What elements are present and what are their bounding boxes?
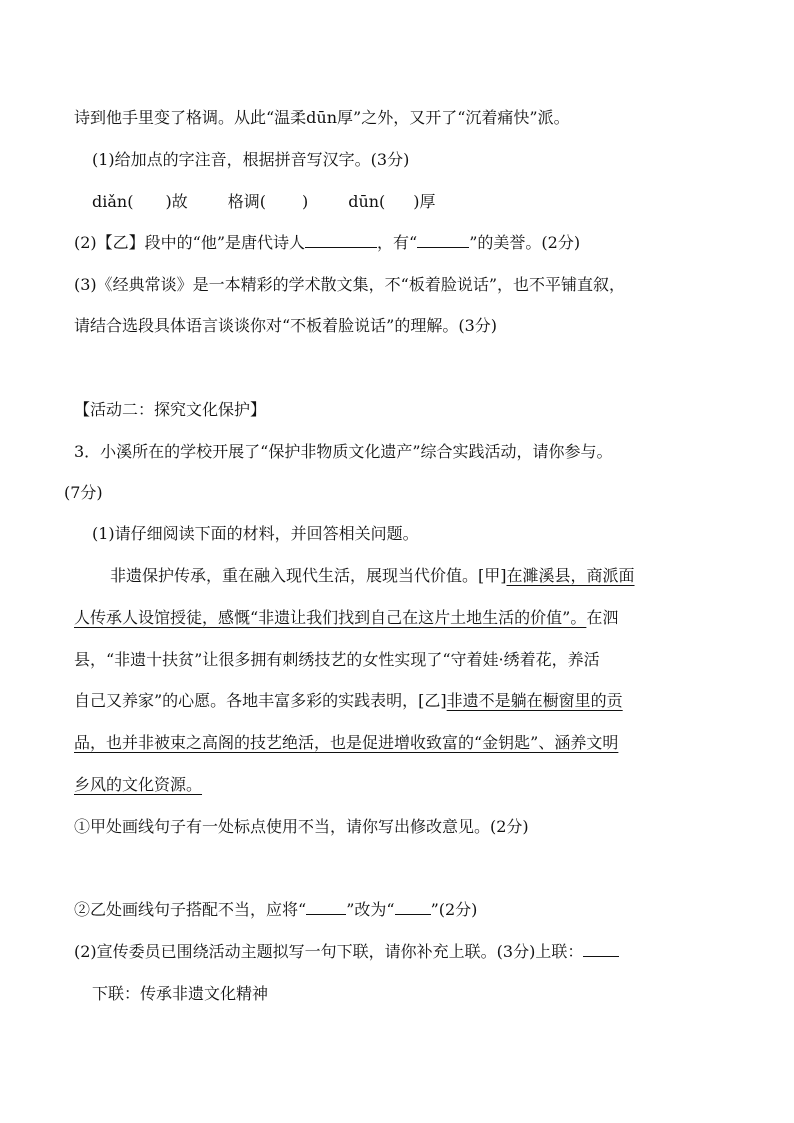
material-line-4: 自己又养家”的心愿。各地丰富多彩的实践表明，[乙]非遗不是躺在橱窗里的贡 [74,691,623,710]
text-paren: ) [301,192,309,211]
lower-couplet: 下联：传承非遗文化精神 [92,984,269,1003]
material-line-5: 品，也并非被束之高阁的技艺绝活，也是促进增收致富的“金钥匙”、涵养文明 [74,733,619,752]
material-line-6: 乡风的文化资源。 [74,775,203,794]
answer-blank-poet[interactable] [305,231,377,248]
pinyin-dun: dūn( [348,192,386,211]
question-1-2: (2)【乙】段中的“他”是唐代诗人 ，有“ ”的美誉。(2分) [74,233,581,252]
question-3: 3．小溪所在的学校开展了“保护非物质文化遗产”综合实践活动，请你参与。 [74,442,613,461]
text-line-1: 诗到他手里变了格调。从此“温柔dūn厚”之外，又开了“沉着痛快”派。 [74,108,570,127]
question-1-3-line-1: (3)《经典常谈》是一本精彩的学术散文集，不“板着脸说话”，也不平铺直叙， [74,275,626,294]
answer-blank-to[interactable] [395,898,431,915]
sub-question-1: ①甲处画线句子有一处标点使用不当，请你写出修改意见。(2分) [74,817,529,836]
question-3-2: (2)宣传委员已围绕活动主题拟写一句下联，请你补充上联。(3分)上联： [74,940,738,964]
section-heading: 【活动二：探究文化保护】 [74,400,267,419]
material-line-2: 人传承人设馆授徒，感慨“非遗让我们找到自己在这片土地生活的价值”。在泗 [74,608,619,627]
material-line-3: 县，“非遗十扶贫”让很多拥有刺绣技艺的女性实现了“守着娃·绣着花，养活 [74,650,600,669]
text-hou: )厚 [413,192,436,211]
underlined-sentence-jia: 在濉溪县，商派面 [506,566,635,585]
question-3-1: (1)请仔细阅读下面的材料，并回答相关问题。 [92,524,419,543]
question-3-score: (7分) [64,483,103,502]
text-gu: )故 [165,192,188,211]
answer-blank-title[interactable] [417,231,469,248]
pinyin-row [92,190,738,214]
underlined-sentence-yi: 非遗不是躺在橱窗里的贡 [446,691,623,710]
sub-question-2: ②乙处画线句子搭配不当，应将“ ”改为“ ”(2分) [74,900,478,919]
question-1-1: (1)给加点的字注音，根据拼音写汉字。(3分) [92,150,410,169]
answer-blank-upper-couplet[interactable] [583,940,619,957]
material-line-1: 非遗保护传承，重在融入现代生活，展现当代价值。[甲]在濉溪县，商派面 [110,566,635,585]
question-1-3-line-2: 请结合选段具体语言谈谈你对“不板着脸说话”的理解。(3分) [74,316,498,335]
text-gediao: 格调( [227,192,266,211]
answer-blank-from[interactable] [306,898,346,915]
pinyin-dian: diǎn( [92,192,134,211]
